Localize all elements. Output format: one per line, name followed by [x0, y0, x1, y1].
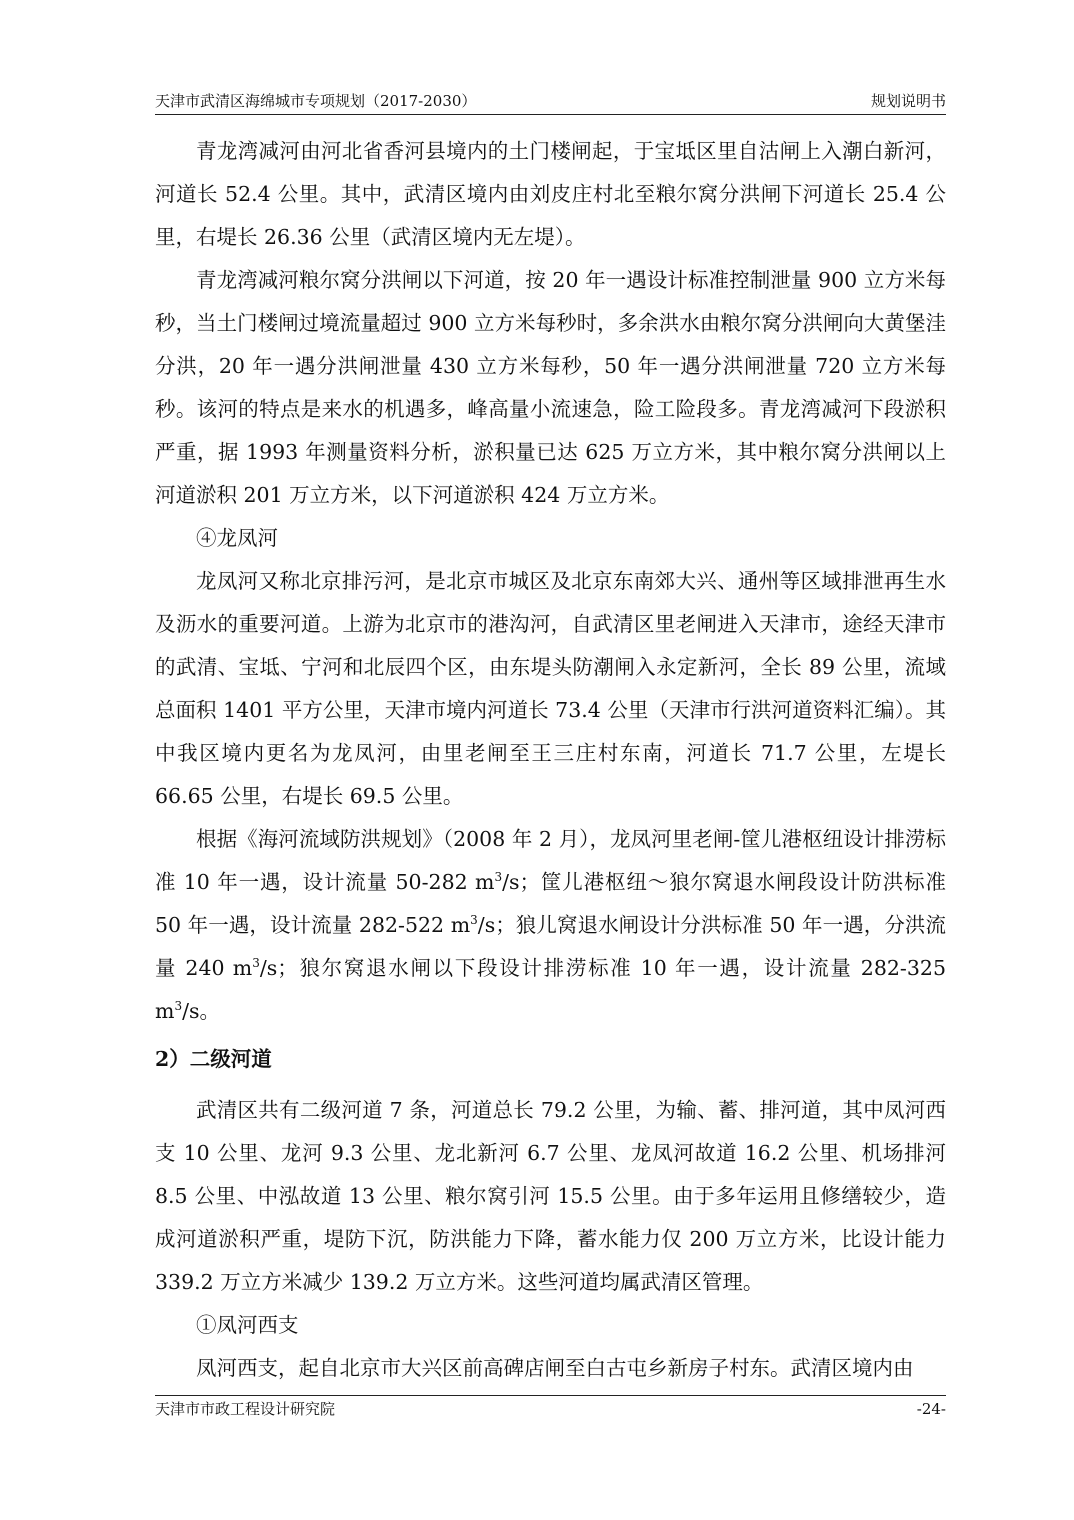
superscript: 3 — [174, 999, 183, 1014]
text-segment: /s；狼尔窝退水闸以下段设计排涝标准 10 年一遇，设计流量 282-325 m — [155, 956, 946, 1023]
page-number: -24- — [916, 1400, 946, 1418]
superscript: 3 — [252, 956, 260, 971]
section-heading-secondary-rivers: 2）二级河道 — [155, 1047, 272, 1071]
superscript: 3 — [494, 870, 503, 885]
subheading-fenghe-west: ①凤河西支 — [196, 1313, 299, 1337]
footer-organization: 天津市市政工程设计研究院 — [155, 1400, 336, 1418]
header-title: 天津市武清区海绵城市专项规划（2017-2030） — [155, 92, 477, 110]
paragraph-qinglongwan-2: 青龙湾减河粮尔窝分洪闸以下河道，按 20 年一遇设计标准控制泄量 900 立方米每秒，当土门楼闸过境流量超过 900 立方米每秒时，多余洪水由粮尔窝分洪闸向大黄堡洼分洪，20 年一遇分洪闸泄量 430 立方米每秒，50 年一遇分洪闸泄量 720 立方米每秒。该河的特点是来水的机遇多，峰高量小流速急，险工险段多。青龙湾减河下段淤积严重，据 1993 年测量资料分析，淤积量已达 625 万立方米，其中粮尔窝分洪闸以上河道淤积 201 万立方米，以下河道淤积 424 万立方米。 — [155, 268, 946, 507]
paragraph-longfeng-1: 龙凤河又称北京排污河，是北京市城区及北京东南郊大兴、通州等区域排泄再生水及沥水的重要河道。上游为北京市的港沟河，自武清区里老闸进入天津市，途经天津市的武清、宝坻、宁河和北辰四个区，由东堤头防潮闸入永定新河，全长 89 公里，流域总面积 1401 平方公里，天津市境内河道长 73.4 公里（天津市行洪河道资料汇编）。其中我区境内更名为龙凤河，由里老闸至王三庄村东南，河道长 71.7 公里，左堤长 66.65 公里，右堤长 69.5 公里。 — [155, 569, 946, 808]
page-header — [155, 92, 946, 115]
page-footer — [155, 1395, 946, 1420]
text-segment: /s。 — [182, 999, 221, 1023]
subheading-longfeng-river: ④龙凤河 — [196, 526, 278, 550]
text-segment: 根据《海河流域防洪规划》（2008 年 2 月），龙凤河里老闸-筐儿港枢纽设计排涝标准 10 年一遇，设计流量 50-282 m — [155, 827, 946, 894]
paragraph-longfeng-2 — [155, 818, 946, 1033]
superscript: 3 — [470, 913, 478, 928]
text-segment: /s；狼儿窝退水闸设计分洪标准 50 年一遇，分洪流量 240 m — [155, 913, 946, 980]
paragraph-fenghe-west: 凤河西支，起自北京市大兴区前高碑店闸至白古屯乡新房子村东。武清区境内由 — [196, 1356, 914, 1380]
document-body — [155, 130, 946, 1390]
paragraph-secondary-rivers: 武清区共有二级河道 7 条，河道总长 79.2 公里，为输、蓄、排河道，其中凤河西支 10 公里、龙河 9.3 公里、龙北新河 6.7 公里、龙凤河故道 16.2 公里、机场排河 8.5 公里、中泓故道 13 公里、粮尔窝引河 15.5 公里。由于多年运用且修缮较少，造成河道淤积严重，堤防下沉，防洪能力下降，蓄水能力仅 200 万立方米，比设计能力 339.2 万立方米减少 139.2 万立方米。这些河道均属武清区管理。 — [155, 1098, 946, 1294]
header-doc-type: 规划说明书 — [870, 92, 946, 110]
text-segment: /s；筐儿港枢纽～狼尔窝退水闸段设计防洪标准 50 年一遇，设计流量 282-522 m — [155, 870, 946, 937]
paragraph-qinglongwan-1: 青龙湾减河由河北省香河县境内的土门楼闸起，于宝坻区里自沽闸上入潮白新河，河道长 52.4 公里。其中，武清区境内由刘皮庄村北至粮尔窝分洪闸下河道长 25.4 公里，右堤长 26.36 公里（武清区境内无左堤）。 — [155, 139, 946, 249]
